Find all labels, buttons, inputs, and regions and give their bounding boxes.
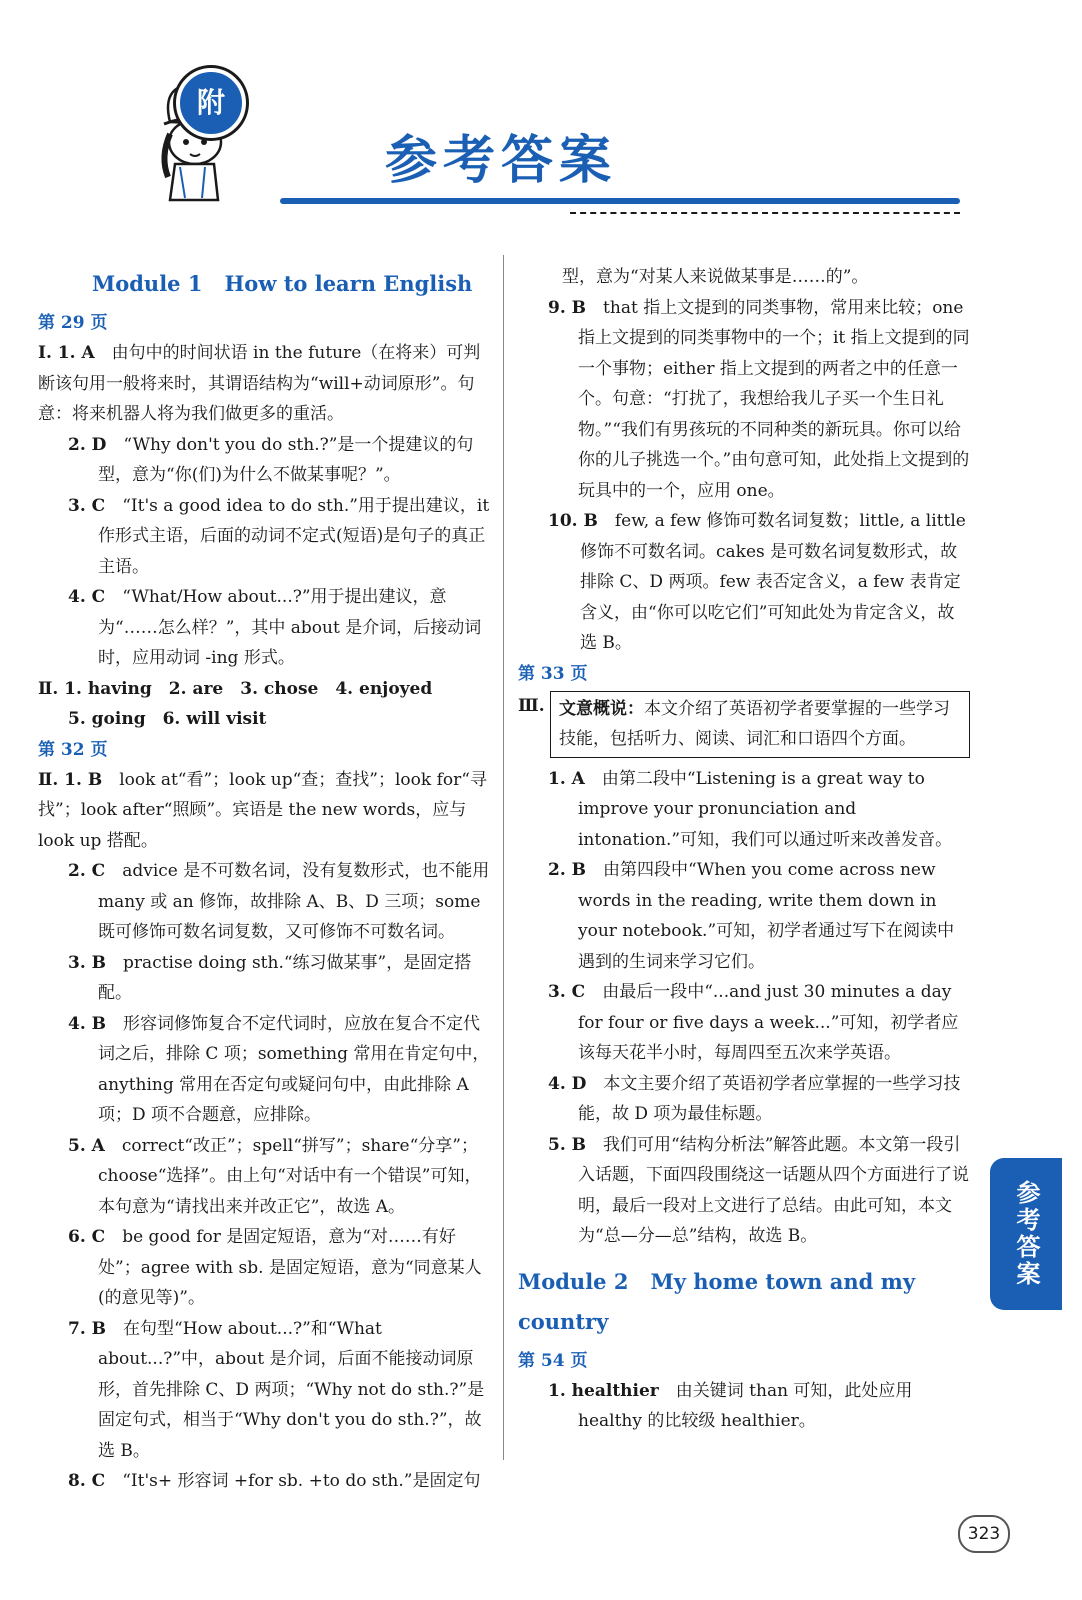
answer-text: “It's a good idea to do sth.”用于提出建议，it 作形式主语，后面的动词不定式(短语)是句子的真正主语。 <box>98 495 490 577</box>
appendix-badge: 附 <box>176 68 246 138</box>
right-column <box>518 262 970 1437</box>
summary-box <box>550 691 970 758</box>
answer-item <box>38 1222 490 1314</box>
answer-text: 由第二段中“Listening is a great way to improve your pronunciation and intonation.”可知，我们可以通过听来改善发音。 <box>578 768 953 850</box>
page-reference: 第 33 页 <box>518 663 588 684</box>
answer-item <box>518 1376 970 1437</box>
module-heading <box>518 1262 970 1342</box>
answer-item <box>38 430 490 491</box>
module-name: My home town and my country <box>518 1268 916 1334</box>
answer-item <box>518 764 970 856</box>
page-title: 参考答案 <box>385 131 618 191</box>
answer-text: advice 是不可数名词，没有复数形式，也不能用 many 或 an 修饰，故排除 A、B、D 三项；some 既可修饰可数名词复数，又可修饰不可数名词。 <box>98 861 490 942</box>
answer-item <box>38 338 490 430</box>
answer-label: 4. D <box>548 1073 587 1094</box>
page-reference: 第 29 页 <box>38 313 108 333</box>
answer-label: 1. healthier <box>548 1380 659 1401</box>
answer-label: Ⅱ. 1. B <box>38 769 103 790</box>
passage-summary <box>518 691 970 758</box>
left-column <box>38 262 490 1497</box>
answer-item <box>38 1131 490 1223</box>
answer-text: “Why don't you do sth.?”是一个提建议的句型，意为“你(们)为什么不做某事呢？”。 <box>98 434 474 485</box>
answer-text: “It's+ 形容词 +for sb. +to do sth.”是固定句 <box>122 1471 481 1491</box>
answer-label: 5. B <box>548 1134 587 1155</box>
module-number: Module 2 <box>518 1268 629 1294</box>
answer-item <box>38 856 490 948</box>
section-numeral: Ⅲ. <box>518 695 545 716</box>
module-name: How to learn English <box>224 271 473 296</box>
answer-item <box>518 855 970 977</box>
answer-label: 8. C <box>68 1471 106 1491</box>
summary-text: 本文介绍了英语初学者要掌握的一些学习技能，包括听力、阅读、词汇和口语四个方面。 <box>559 698 950 749</box>
answer-text: 由最后一段中“...and just 30 minutes a day for four or five days a week...”可知，初学者应该每天花半小时，每周四至五次来学英语。 <box>578 982 959 1063</box>
answer-list: Ⅱ. 1. having 2. are 3. chose 4. enjoyed <box>38 678 433 699</box>
answer-label: 2. D <box>68 434 107 455</box>
answer-label: 10. B <box>548 511 598 531</box>
answer-text: 在句型“How about...?”和“What about...?”中，about 是介词，后面不能接动词原形，首先排除 C、D 两项；“Why not do sth.?”是固定句式，相当于“Why don't you do sth.?”，故选 B。 <box>98 1318 485 1461</box>
answer-text: 我们可用“结构分析法”解答此题。本文第一段引入话题，下面四段围绕这一话题从四个方面进行了说明，最后一段对上文进行了总结。由此可知，本文为“总—分—总”结构，故选 B。 <box>578 1134 969 1246</box>
answer-item <box>38 1314 490 1467</box>
answer-item <box>518 977 970 1069</box>
section-side-tab: 参考答案 <box>990 1158 1062 1310</box>
column-divider <box>503 255 504 1460</box>
answer-text: look at“看”；look up“查；查找”；look for“寻找”；look after“照顾”。宾语是 the new words，应与 look up 搭配。 <box>38 769 487 851</box>
answer-item <box>518 1069 970 1130</box>
answer-text: 由第四段中“When you come across new words in the reading, write them down in your notebook.”可知，初学者通过写下在阅读中遇到的生词来学习它们。 <box>578 860 955 972</box>
answer-label: 6. C <box>68 1227 106 1247</box>
answer-text: correct“改正”；spell“拼写”；share“分享”；choose“选择”。由上句“对话中有一个错误”可知，本句意为“请找出来并改正它”，故选 A。 <box>98 1135 482 1217</box>
answer-item <box>38 948 490 1009</box>
answer-label: 3. C <box>548 982 586 1002</box>
answer-item <box>518 1130 970 1252</box>
answer-item <box>518 506 970 659</box>
page-reference: 第 32 页 <box>38 739 108 760</box>
answer-text: be good for 是固定短语，意为“对……有好处”；agree with sb. 是固定短语，意为“同意某人(的意见等)”。 <box>98 1227 482 1308</box>
answer-label: 4. C <box>68 587 106 607</box>
answer-item <box>518 293 970 507</box>
answer-text: few, a few 修饰可数名词复数；little, a little 修饰不可数名词。cakes 是可数名词复数形式，故排除 C、D 两项。few 表否定含义，a few 表肯定含义，由“你可以吃它们”可知此处为肯定含义，故选 B。 <box>580 511 966 653</box>
answer-item <box>38 582 490 674</box>
answer-label: 5. A <box>68 1135 105 1156</box>
answer-text: 本文主要介绍了英语初学者应掌握的一些学习技能，故 D 项为最佳标题。 <box>578 1073 961 1124</box>
answer-text: practise doing sth.“练习做某事”，是固定搭配。 <box>98 952 472 1003</box>
answer-label: 3. B <box>68 952 107 973</box>
title-underline <box>280 198 960 204</box>
module-heading <box>38 264 490 304</box>
answer-text: “What/How about...?”用于提出建议，意为“……怎么样？”，其中 about 是介词，后接动词时，应用动词 -ing 形式。 <box>98 587 482 668</box>
answer-text: that 指上文提到的同类事物，常用来比较；one 指上文提到的同类事物中的一个；it 指上文提到的同一个事物；either 指上文提到的两者之中的任意一个。句意：“打扰了，我想给我儿子买一个生日礼物。”“我们有男孩玩的不同种类的新玩具。你可以给你的儿子挑选一个。”由句意可知，此处指上文提到的玩具中的一个，应用 one。 <box>578 297 970 501</box>
answer-continuation: 型，意为“对某人来说做某事是……的”。 <box>562 267 869 287</box>
answer-item <box>38 1466 490 1497</box>
page-number: 323 <box>958 1515 1010 1553</box>
answer-label: 7. B <box>68 1318 107 1339</box>
answer-label: 1. A <box>548 768 585 789</box>
page-reference: 第 54 页 <box>518 1350 588 1371</box>
answer-list: 5. going 6. will visit <box>68 709 267 729</box>
answer-item <box>38 765 490 857</box>
answer-text: 形容词修饰复合不定代词时，应放在复合不定代词之后，排除 C 项；something 常用在肯定句中，anything 常用在否定句或疑问句中，由此排除 A 项；D 项不合题意，应排除。 <box>98 1013 490 1125</box>
answer-label: 2. C <box>68 861 106 881</box>
answer-label: 3. C <box>68 495 106 516</box>
module-number: Module 1 <box>92 271 203 296</box>
answer-item <box>38 491 490 583</box>
answer-label: 9. B <box>548 297 587 318</box>
summary-keyword: 文意概说： <box>559 698 644 719</box>
title-dashed-rule <box>570 212 960 214</box>
answer-text: 由句中的时间状语 in the future（在将来）可判断该句用一般将来时，其谓语结构为“will+动词原形”。句意：将来机器人将为我们做更多的重活。 <box>38 343 481 424</box>
answer-item <box>38 1009 490 1131</box>
answer-text: 由关键词 than 可知，此处应用 healthy 的比较级 healthier。 <box>578 1380 913 1431</box>
answer-label: 4. B <box>68 1013 107 1034</box>
answer-label: 2. B <box>548 860 587 880</box>
answer-label: Ⅰ. 1. A <box>38 343 95 363</box>
